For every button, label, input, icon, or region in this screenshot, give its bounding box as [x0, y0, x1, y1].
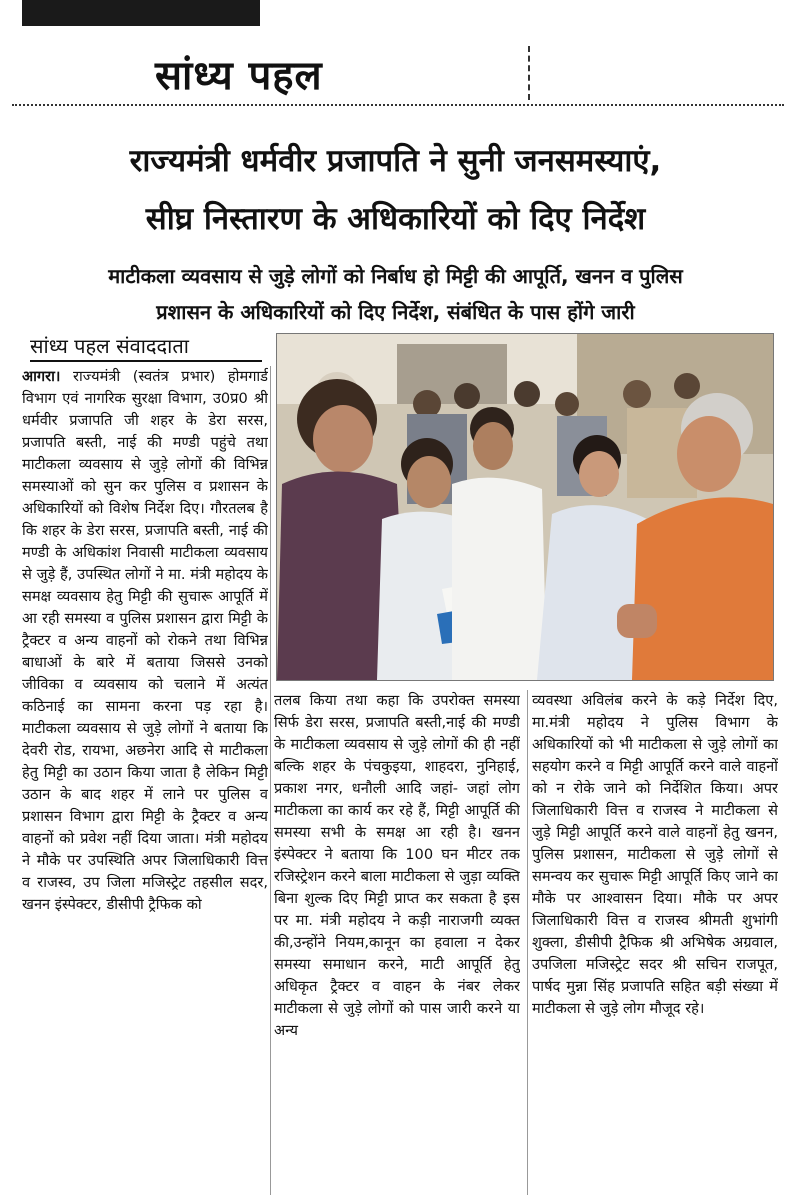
masthead-divider: [528, 46, 530, 100]
news-photo: [276, 333, 774, 681]
article-column-1: [22, 366, 268, 1194]
article-column-2: तलब किया तथा कहा कि उपरोक्त समस्या सिर्फ डेरा सरस, प्रजापति बस्ती,नाई की मण्डी के माटीकला व्यवसाय से जुड़े लोगों की ही नहीं बल्कि शहर के पंचकुइया, शाहदरा, नुनिहाई, प्रकाश नगर, धनौली आदि जहां- जहां लोग माटीकला का कार्य कर रहे हैं, मिट्टी आपूर्ति की समस्या सभी के समक्ष आ रही है। खनन इंस्पेक्टर ने बताया कि 100 घन मीटर तक रजिस्ट्रेशन करने बाला माटीकला से जुड़ा व्यक्ति बिना शुल्क दिए मिट्टी प्राप्त कर सकता है इस पर मा. मंत्री महोदय ने कड़ी नाराजगी व्यक्त की,उन्होंने नियम,कानून का हवाला न देकर समस्या समाधान करने, माटी आपूर्ति हेतु अधिकृत ट्रैक्टर व वाहन के नंबर लेकर माटीकला से जुड़े लोगों को पास जारी करने या अन्य: [274, 692, 520, 1039]
byline: सांध्य पहल संवाददाता: [30, 332, 262, 362]
article-column-3: व्यवस्था अविलंब करने के कड़े निर्देश दिए, मा.मंत्री महोदय ने पुलिस विभाग के अधिकारियों को भी माटीकला से जुड़े लोगों का सहयोग करने व मिट्टी आपूर्ति करने वाले वाहनों को न रोके जाने को निर्देशित किया। अपर जिलाधिकारी वित्त व राजस्व ने माटीकला से जुड़े मिट्टी आपूर्ति करने वाले वाहनों हेतु खनन, पुलिस प्रशासन, माटीकला से जुड़े लोगों से समन्वय कर सुचारू मिट्टी आपूर्ति किए जाने का मौके पर आश्वासन दिया। मौके पर अपर जिलाधिकारी वित्त व राजस्व श्रीमती शुभांगी शुक्ला, डीसीपी ट्रैफिक श्री अभिषेक अग्रवाल, उपजिला मजिस्ट्रेट सदर श्री सचिन राजपूत, पार्षद मुन्ना सिंह प्रजापति सहित बड़ी संख्या में माटीकला से जुड़े लोग मौजूद रहे।: [532, 692, 778, 1017]
main-headline: [0, 132, 791, 248]
headline-line-1: राज्यमंत्री धर्मवीर प्रजापति ने सुनी जनसमस्याएं,: [129, 143, 662, 179]
column-1-text: राज्यमंत्री (स्वतंत्र प्रभार) होमगार्ड विभाग एवं नागरिक सुरक्षा विभाग, उ0प्र0 श्री धर्मवीर प्रजापति जी शहर के डेरा सरस, प्रजापति बस्ती, नाई की मण्डी पहुंचे तथा माटीकला व्यवसाय से जुड़े लोगों की विभिन्न समस्याओं को सुन कर पुलिस व प्रशासन के अधिकारियों को विशेष निर्देश दिए। गौरतलब है कि शहर के डेरा सरस, प्रजापति बस्ती, नाई की मण्डी के अधिकांश निवासी माटीकला व्यवसाय से जुड़े हैं, उपस्थित लोगों ने मा. मंत्री महोदय के समक्ष व्यवसाय हेतु मिट्टी की सुचारू आपूर्ति में आ रही समस्या व पुलिस प्रशासन द्वारा मिट्टी के ट्रैक्टर व अन्य वाहनों को रोकने तथा विभिन्न बाधाओं के बारे में बताया जिससे उनको जीविका व व्यवसाय को चलाने में अत्यंत कठिनाई का सामना करना पड़ रहा है। माटीकला व्यवसाय से जुड़े लोगों ने बताया कि देवरी रोड, रायभा, अछनेरा आदि से माटीकला हेतु मिट्टी का उठान किया जाता है लेकिन मिट्टी उठान के बाद शहर में लाने पर पुलिस व प्रशासन विभाग द्वारा मिट्टी के ट्रैक्टर व अन्य वाहनों को प्रवेश नहीं दिया जाता। मंत्री महोदय ने मौके पर उपस्थिति अपर जिलाधिकारी वित्त व राजस्व, उप जिला मजिस्ट्रेट तहसील सदर, खनन इंस्पेक्टर, डीसीपी ट्रैफिक को: [22, 368, 268, 913]
headline-line-2: सीघ्र निस्तारण के अधिकारियों को दिए निर्देश: [145, 201, 646, 237]
subheadline-line-2: प्रशासन के अधिकारियों को दिए निर्देश, संबंधित के पास होंगे जारी: [156, 300, 635, 324]
subheadline-line-1: माटीकला व्यवसाय से जुड़े लोगों को निर्बाध हो मिट्टी की आपूर्ति, खनन व पुलिस: [108, 264, 683, 288]
dateline: आगरा।: [22, 368, 61, 385]
dotted-rule: [12, 104, 784, 106]
newspaper-masthead: सांध्य पहल: [155, 53, 323, 99]
column-divider-2: [527, 690, 528, 1195]
sub-headline: [0, 258, 791, 330]
column-divider-1: [270, 366, 271, 1195]
top-black-bar: [22, 0, 260, 26]
news-photo-illustration: [277, 334, 773, 680]
